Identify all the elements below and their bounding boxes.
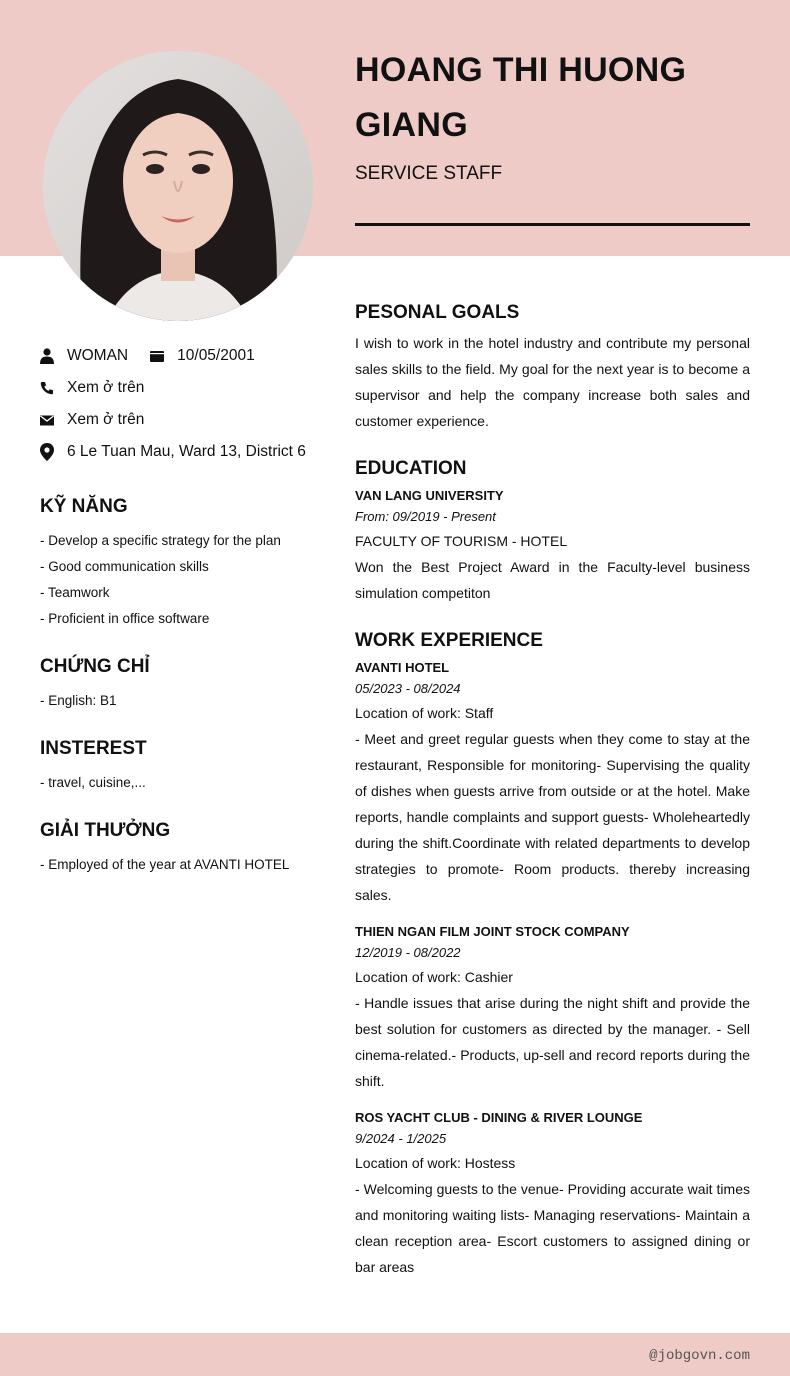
portrait-illustration — [43, 51, 313, 321]
phone-icon — [40, 380, 54, 396]
phone-row — [40, 372, 330, 404]
email-row — [40, 404, 330, 436]
interest-item: - travel, cuisine,... — [40, 775, 146, 790]
interests-heading: INSTEREST — [40, 738, 147, 759]
envelope-icon — [40, 412, 54, 428]
job-entry — [355, 1108, 750, 1280]
job-location: Location of work: Staff — [355, 705, 494, 721]
profile-photo — [43, 51, 313, 321]
awards-heading: GIẢI THƯỞNG — [40, 820, 171, 841]
left-column — [40, 340, 330, 878]
job-title: SERVICE STAFF — [355, 163, 503, 184]
company-name: ROS YACHT CLUB - DINING & RIVER LOUNGE — [355, 1110, 643, 1125]
person-icon — [40, 348, 54, 364]
goals-text: I wish to work in the hotel industry and contribute my personal sales skills to the field. My goal for the next year is to become a supervisor and help the company increase both sales and customer experience. — [355, 335, 750, 429]
header-divider — [355, 223, 750, 226]
candidate-name: HOANG THI HUONG GIANG — [355, 51, 687, 144]
experience-heading: WORK EXPERIENCE — [355, 630, 543, 651]
phone-text: Xem ở trên — [67, 379, 145, 396]
faculty-text: FACULTY OF TOURISM - HOTEL — [355, 533, 568, 549]
school-name: VAN LANG UNIVERSITY — [355, 488, 504, 503]
job-description: - Welcoming guests to the venue- Providing accurate wait times and monitoring waiting lists- Managing reservations- Maintain a clean reception area- Escort customers to assigned dining or bar areas — [355, 1181, 750, 1275]
education-section — [355, 458, 750, 606]
job-description: - Meet and greet regular guests when they come to stay at the restaurant, Responsible for monitoring- Supervising the quality of dishes when guests arrive from outside or at the hotel. Make reports, handle complaints and support guests- Wholeheartedly during the shift.Coordinate with related departments to develop strategies to promote- Room products. thereby increasing sales. — [355, 731, 750, 903]
education-period: From: 09/2019 - Present — [355, 509, 496, 524]
right-column — [355, 302, 750, 1304]
education-note: Won the Best Project Award in the Faculty-level business simulation competiton — [355, 559, 750, 601]
birthday-text: 10/05/2001 — [177, 347, 255, 364]
skills-heading: KỸ NĂNG — [40, 496, 128, 517]
address-text: 6 Le Tuan Mau, Ward 13, District 6 — [67, 443, 306, 460]
skill-item: - Develop a specific strategy for the plan — [40, 533, 281, 548]
goals-heading: PESONAL GOALS — [355, 302, 520, 323]
experience-section — [355, 630, 750, 1280]
job-location: Location of work: Hostess — [355, 1155, 516, 1171]
job-period: 05/2023 - 08/2024 — [355, 681, 461, 696]
company-name: THIEN NGAN FILM JOINT STOCK COMPANY — [355, 924, 630, 939]
map-pin-icon — [40, 444, 54, 460]
goals-section — [355, 302, 750, 434]
gender-text: WOMAN — [67, 347, 129, 364]
job-period: 12/2019 - 08/2022 — [355, 945, 461, 960]
certificates-heading: CHỨNG CHỈ — [40, 656, 150, 677]
company-name: AVANTI HOTEL — [355, 660, 450, 675]
skill-item: - Teamwork — [40, 585, 110, 600]
skill-item: - Good communication skills — [40, 559, 209, 574]
award-item: - Employed of the year at AVANTI HOTEL — [40, 857, 290, 872]
calendar-icon — [150, 348, 164, 364]
email-text: Xem ở trên — [67, 411, 145, 428]
gender-birthday-row — [40, 340, 330, 372]
education-heading: EDUCATION — [355, 458, 467, 479]
job-description: - Handle issues that arise during the night shift and provide the best solution for customers as directed by the manager. - Sell cinema-related.- Products, up-sell and record reports during the shift. — [355, 995, 750, 1089]
footer-brand[interactable]: @jobgovn.com — [649, 1348, 750, 1364]
job-entry — [355, 922, 750, 1094]
certificate-item: - English: B1 — [40, 693, 117, 708]
address-row — [40, 436, 330, 468]
job-entry — [355, 658, 750, 908]
job-location: Location of work: Cashier — [355, 969, 513, 985]
job-period: 9/2024 - 1/2025 — [355, 1131, 447, 1146]
skill-item: - Proficient in office software — [40, 611, 210, 626]
